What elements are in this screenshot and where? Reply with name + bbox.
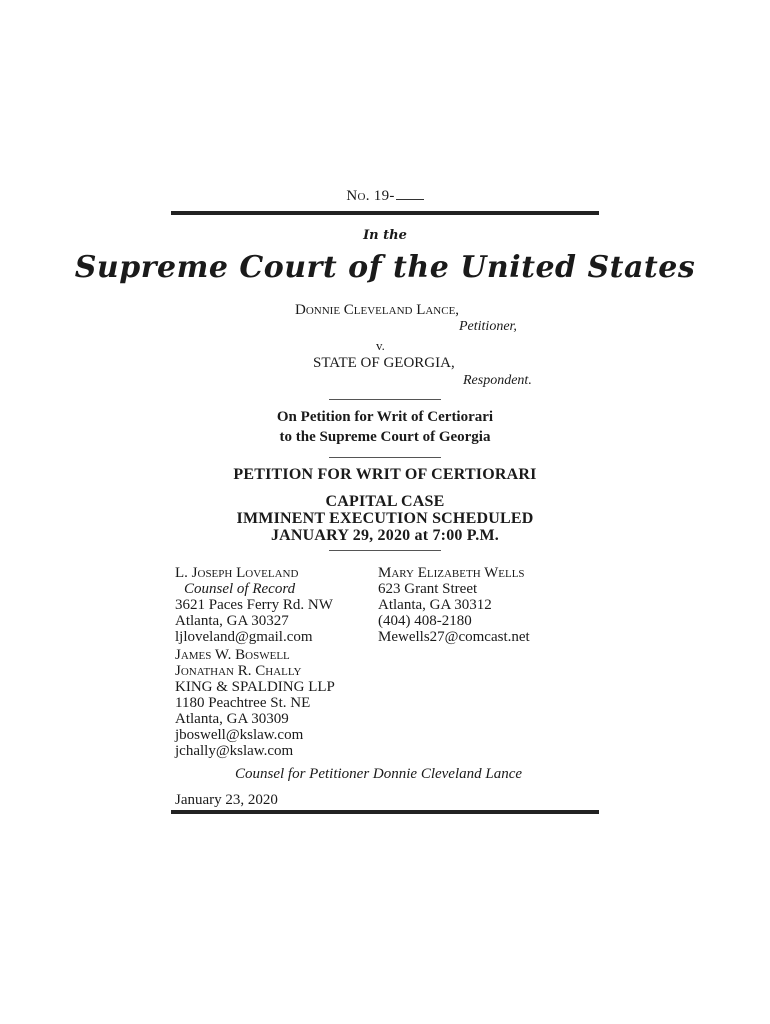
divider-3 [329,550,441,551]
counsel-left-email: ljloveland@gmail.com [175,629,313,645]
top-rule [171,211,599,215]
counsel-for-text: Counsel for Petitioner Donnie Cleveland Lance [235,766,523,782]
docket-number [0,188,770,205]
firm-counsel-block [175,647,335,759]
firm-email1: jboswell@kslaw.com [175,727,304,743]
counsel-right-email: Mewells27@comcast.net [378,629,530,645]
counsel-left-address2: Atlanta, GA 30327 [175,613,289,629]
counsel-left-address1: 3621 Paces Ferry Rd. NW [175,597,333,613]
on-petition-line2: to the Supreme Court of Georgia [279,429,491,445]
co-counsel-block [378,565,530,645]
petitioner-role: Petitioner, [459,319,517,334]
versus-text: v. [376,338,385,353]
respondent-name: STATE OF GEORGIA, [313,355,455,371]
on-petition-line1: On Petition for Writ of Certiorari [276,409,494,425]
firm-address1: 1180 Peachtree St. NE [175,695,311,711]
capital-case-line2: IMMINENT EXECUTION SCHEDULED [236,510,534,527]
in-the-text: In the [363,228,407,243]
court-name: Supreme Court of the United States [74,250,696,285]
counsel-left-role: Counsel of Record [184,581,296,597]
firm-counsel-name1: James W. Boswell [175,647,290,663]
respondent-role: Respondent. [463,373,532,388]
divider-2 [329,457,441,458]
filing-date: January 23, 2020 [175,792,278,808]
firm-name: KING & SPALDING LLP [175,679,335,695]
counsel-right-address2: Atlanta, GA 30312 [378,597,492,613]
counsel-of-record-block [175,565,333,645]
counsel-left-name: L. Joseph Loveland [175,565,299,581]
firm-address2: Atlanta, GA 30309 [175,711,289,727]
counsel-right-phone: (404) 408-2180 [378,613,472,629]
firm-email2: jchally@kslaw.com [175,743,294,759]
docket-number-blank [396,189,424,200]
bottom-rule [171,810,599,814]
petitioner-name: Donnie Cleveland Lance, [295,302,460,318]
counsel-right-name: Mary Elizabeth Wells [378,565,525,581]
docket-number-text: No. 19- [346,188,395,204]
firm-counsel-name2: Jonathan R. Chally [175,663,302,679]
petition-title: PETITION FOR WRIT OF CERTIORARI [233,466,537,483]
divider-1 [329,399,441,400]
capital-case-line1: CAPITAL CASE [325,493,445,510]
counsel-right-address1: 623 Grant Street [378,581,478,597]
capital-case-line3: JANUARY 29, 2020 at 7:00 P.M. [270,527,500,544]
